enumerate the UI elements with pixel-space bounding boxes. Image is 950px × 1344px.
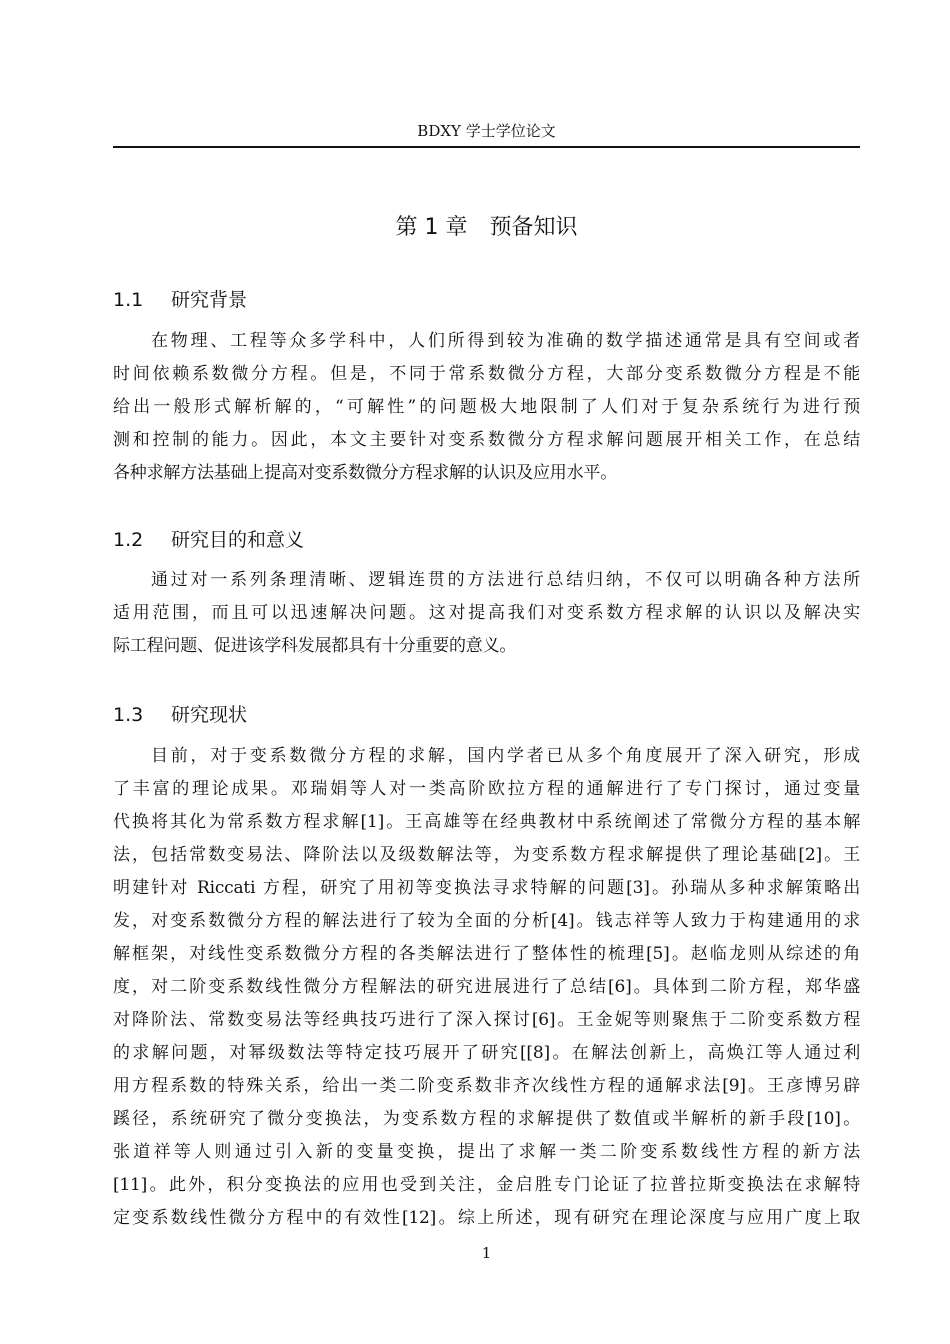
text-line: 通过对一系列条理清晰、逻辑连贯的方法进行总结归纳，不仅可以明确各种方法所 — [151, 570, 860, 590]
text-line: 用方程系数的特殊关系，给出一类二阶变系数非齐次线性方程的通解求法[9]。王彦博另辟 — [113, 1076, 860, 1096]
text-line: [11]。此外，积分变换法的应用也受到关注，金启胜专门论证了拉普拉斯变换法在求解特 — [113, 1175, 860, 1195]
section-number: 1.2 — [113, 529, 144, 551]
text-line: 发，对变系数微分方程的解法进行了较为全面的分析[4]。钱志祥等人致力于构建通用的求 — [113, 911, 860, 931]
section-title: 研究背景 — [171, 289, 248, 311]
paragraph-research-status — [113, 740, 860, 1235]
text-line: 测和控制的能力。因此，本文主要针对变系数微分方程求解问题展开相关工作，在总结 — [113, 430, 860, 450]
text-line: 际工程问题、促进该学科发展都具有十分重要的意义。 — [113, 636, 517, 656]
page-number: 1 — [481, 1244, 492, 1262]
section-heading — [113, 526, 304, 554]
text-line: 蹊径，系统研究了微分变换法，为变系数方程的求解提供了数值或半解析的新手段[10]。 — [113, 1109, 860, 1129]
text-line: 各种求解方法基础上提高对变系数微分方程求解的认识及应用水平。 — [113, 463, 617, 483]
chapter-title — [113, 212, 860, 244]
section-title: 研究目的和意义 — [171, 529, 305, 551]
section-title: 研究现状 — [171, 704, 248, 726]
text-line: 定变系数线性微分方程中的有效性[12]。综上所述，现有研究在理论深度与应用广度上取 — [113, 1208, 860, 1228]
text-line: 度，对二阶变系数线性微分方程解法的研究进展进行了总结[6]。具体到二阶方程，郑华盛 — [113, 977, 860, 997]
text-line: 法，包括常数变易法、降阶法以及级数解法等，为变系数方程求解提供了理论基础[2]。王 — [113, 845, 860, 865]
text-line: 张道祥等人则通过引入新的变量变换，提出了求解一类二阶变系数线性方程的新方法 — [113, 1142, 860, 1162]
text-line: 了丰富的理论成果。邓瑞娟等人对一类高阶欧拉方程的通解进行了专门探讨，通过变量 — [113, 779, 860, 799]
text-line: 对降阶法、常数变易法等经典技巧进行了深入探讨[6]。王金妮等则聚焦于二阶变系数方程 — [113, 1010, 860, 1030]
chapter-number: 第 1 章 — [395, 215, 468, 240]
chapter-name: 预备知识 — [489, 215, 578, 240]
running-header: BDXY 学士学位论文 — [417, 122, 556, 140]
text-line: 的求解问题，对幂级数法等特定技巧展开了研究[[8]。在解法创新上，高焕江等人通过利 — [113, 1043, 860, 1063]
text-line: 明建针对 Riccati 方程，研究了用初等变换法寻求特解的问题[3]。孙瑞从多种求解策略出 — [113, 878, 860, 898]
section-heading — [113, 286, 247, 314]
paragraph-research-purpose — [113, 564, 860, 663]
header-rule — [113, 146, 860, 148]
text-line: 在物理、工程等众多学科中，人们所得到较为准确的数学描述通常是具有空间或者 — [151, 331, 860, 351]
text-line: 给出一般形式解析解的，“可解性”的问题极大地限制了人们对于复杂系统行为进行预 — [113, 397, 860, 417]
section-number: 1.3 — [113, 704, 144, 726]
text-line: 代换将其化为常系数方程求解[1]。王高雄等在经典教材中系统阐述了常微分方程的基本解 — [113, 812, 860, 832]
paragraph-research-background — [113, 325, 860, 490]
text-line: 适用范围，而且可以迅速解决问题。这对提高我们对变系数方程求解的认识以及解决实 — [113, 603, 860, 623]
text-line: 解框架，对线性变系数微分方程的各类解法进行了整体性的梳理[5]。赵临龙则从综述的角 — [113, 944, 860, 964]
section-heading — [113, 701, 247, 729]
text-line: 目前，对于变系数微分方程的求解，国内学者已从多个角度展开了深入研究，形成 — [151, 746, 860, 766]
text-line: 时间依赖系数微分方程。但是，不同于常系数微分方程，大部分变系数微分方程是不能 — [113, 364, 860, 384]
section-number: 1.1 — [113, 289, 144, 311]
